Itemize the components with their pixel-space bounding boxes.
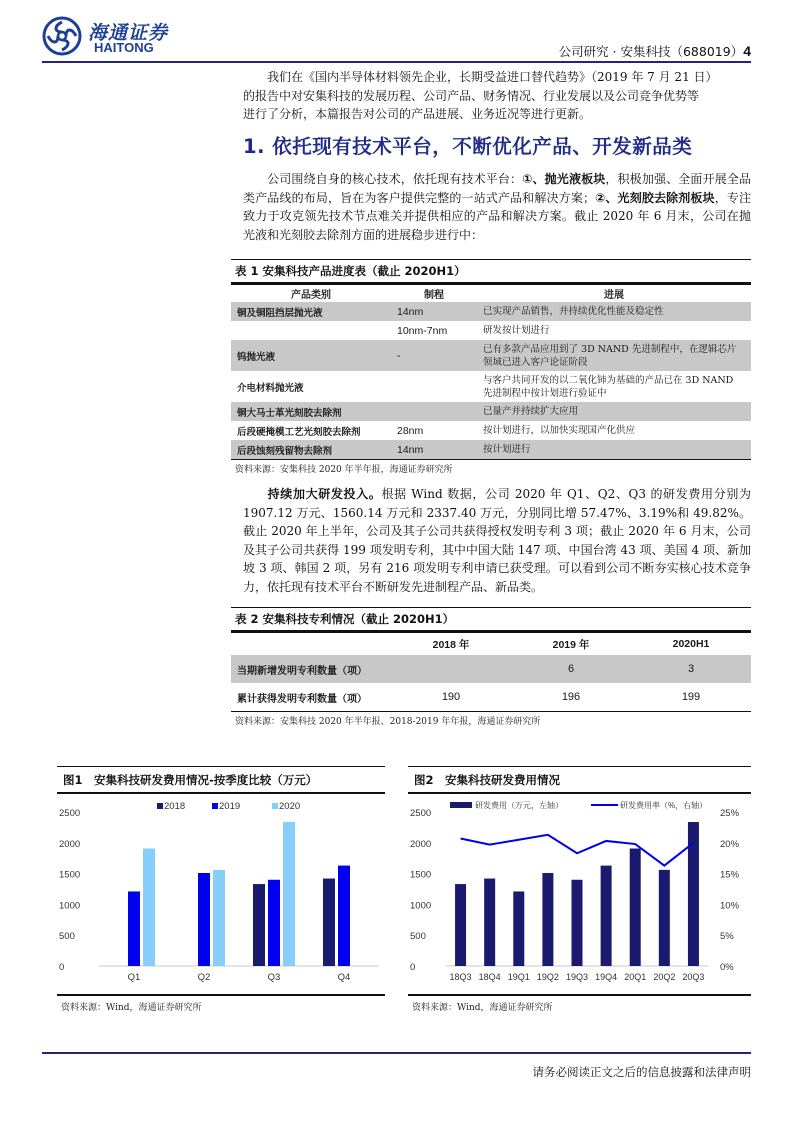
y-tick-label: 500 [59, 931, 75, 943]
x-tick-label: 19Q3 [565, 972, 589, 982]
bar-2019-Q2 [198, 873, 210, 966]
figure1 [57, 766, 385, 1013]
haitong-logo-icon [42, 16, 82, 56]
table-row [231, 402, 751, 421]
table1-header-process: 制程 [424, 290, 444, 301]
x-tick-label: Q2 [197, 972, 211, 983]
table1-cell-process: 28nm [397, 424, 424, 437]
table-row [231, 421, 751, 440]
figure2-title: 图2 安集科技研发费用情况 [414, 773, 561, 787]
bar-2018-Q4 [323, 879, 335, 966]
x-tick-label: 19Q4 [595, 972, 618, 982]
bar-18Q4 [484, 879, 495, 966]
y-tick-label: 1000 [59, 900, 81, 912]
table1-header-category: 产品类别 [291, 290, 331, 301]
intro-paragraph [243, 68, 751, 124]
x-tick-label: 19Q1 [507, 972, 530, 982]
table2-header-blank [231, 633, 391, 655]
y-left-tick-label: 500 [410, 931, 426, 943]
bar-2019-Q1 [128, 891, 140, 966]
table2-header-2018: 2018 年 [432, 638, 470, 651]
table1-cell-process [391, 402, 477, 421]
section1-text-a: 公司围绕自身的核心技术，依托现有技术平台： [267, 172, 523, 186]
x-tick-label: Q4 [337, 972, 351, 983]
table1-cell-process: 14nm [391, 440, 477, 459]
table1-cell-category: 介电材料抛光液 [237, 382, 304, 394]
intro-line: 的报告中对安集科技的发展历程、公司产品、财务情况、行业发展以及公司竞争优势等 [243, 88, 700, 103]
x-tick-label: 20Q2 [653, 972, 676, 982]
x-tick-label: Q1 [127, 972, 141, 983]
table1-cell-progress: 已量产并持续扩大应用 [477, 402, 751, 421]
table-row [231, 440, 751, 459]
y-right-tick-label: 5% [720, 931, 734, 943]
table2-header-row [231, 633, 751, 655]
table1-header-progress: 进展 [604, 290, 624, 301]
table1-source: 资料来源：安集科技 2020 年半年报，海通证券研究所 [235, 465, 453, 475]
table2-container [231, 607, 751, 727]
table2-title: 表 2 安集科技专利情况（截止 2020H1） [235, 612, 455, 626]
table1-cell-progress: 已有多款产品应用到了 3D NAND 先进制程中，在逻辑芯片领域已进入客户论证阶段 [477, 340, 751, 371]
report-header [559, 42, 751, 60]
y-tick-label: 2000 [59, 838, 81, 850]
intro-line [243, 68, 751, 87]
table1-cell-process: 14nm [391, 302, 477, 321]
table2-source: 资料来源：安集科技 2020 年半年报、2018-2019 年年报，海通证券研究所 [235, 717, 541, 727]
table1-cell-category: 钨抛光液 [231, 340, 391, 371]
table2-header-2019: 2019 年 [552, 638, 590, 651]
legend-swatch-2019 [212, 803, 218, 809]
table-row [231, 321, 751, 340]
bar-19Q3 [572, 880, 583, 966]
legend-label: 2020 [279, 801, 301, 812]
x-tick-label: Q3 [267, 972, 281, 983]
bar-18Q3 [455, 884, 466, 966]
figure1-source: 资料来源：Wind，海通证券研究所 [61, 1003, 202, 1013]
table2-header-2020h1: 2020H1 [672, 638, 710, 650]
header-divider [42, 61, 751, 63]
y-right-tick-label: 0% [720, 962, 734, 973]
section1-text-b: ，积极加强、全面开展全品类产品线的布局，旨在为客户提供完整的一站式产品和解决方案； [243, 172, 751, 205]
logo-english-name: HAITONG [94, 40, 154, 55]
figure2-bottom-rule [408, 994, 751, 996]
legend-label-bar: 研发费用（万元，左轴） [475, 801, 563, 810]
page-number: 4 [743, 43, 751, 59]
bar-2020-Q2 [213, 870, 225, 966]
table2-cell: 199 [681, 691, 701, 703]
bar-2019-Q4 [338, 866, 350, 966]
bar-2018-Q3 [253, 884, 265, 966]
table1-cell-process: 10nm-7nm [397, 324, 448, 337]
y-tick-label: 1500 [59, 869, 81, 881]
table1-cell-progress: 按计划进行，以加快实现国产化供应 [483, 425, 636, 436]
y-tick-label: 2500 [59, 808, 81, 819]
table2-cell [391, 655, 511, 683]
legend-label: 2019 [219, 801, 241, 812]
table2-cell: 6 [511, 655, 631, 683]
table1-cell-progress: 已实现产品销售，并持续优化性能及稳定性 [477, 302, 751, 321]
x-tick-label: 20Q1 [624, 972, 647, 982]
section-heading: 1. 依托现有技术平台，不断优化产品、开发新品类 [243, 135, 693, 158]
rd-ratio-line [461, 835, 694, 866]
legend-swatch-2018 [157, 803, 163, 809]
legend-label: 2018 [164, 801, 186, 812]
figure2-source: 资料来源：Wind，海通证券研究所 [412, 1003, 553, 1013]
bar-2020-Q1 [143, 849, 155, 966]
table1-cell-process [391, 371, 477, 402]
haitong-logo [42, 16, 192, 60]
y-tick-label: 0 [59, 962, 65, 973]
bar-2020-Q3 [283, 822, 295, 966]
bar-2019-Q3 [268, 880, 280, 966]
legend-swatch-2020 [272, 803, 278, 809]
bar-20Q2 [659, 870, 670, 966]
table-row [231, 302, 751, 321]
table1-cell-category: 铜大马士革光刻胶去除剂 [231, 402, 391, 421]
section1-text-c: ，专注致力于攻克领先技术节点难关并提供相应的产品和解决方案。截止 2020 年 6 月末，公司在抛光液和光刻胶去除剂方面的进展稳步进行中： [243, 190, 751, 242]
table2-row-label: 累计获得发明专利数量（项） [237, 693, 367, 705]
intro-line-1: 我们在《国内半导体材料领先企业，长期受益进口替代趋势》（2019 年 7 月 21 日） [267, 70, 718, 84]
logo-chinese-name: 海通证券 [88, 22, 169, 44]
x-tick-label: 18Q4 [478, 972, 501, 982]
table1-cell-category: 铜及铜阻挡层抛光液 [231, 302, 391, 321]
table1-cell-category [231, 321, 391, 340]
table1 [231, 285, 751, 459]
table-row [231, 655, 751, 683]
section1-bold-b: ②、光刻胶去除剂板块 [594, 190, 715, 205]
figure2 [408, 766, 751, 1013]
y-left-tick-label: 1500 [410, 869, 432, 881]
table2-cell: 196 [561, 691, 581, 703]
intro-line: 进行了分析，本篇报告对公司的产品进展、业务近况等进行更新。 [243, 107, 592, 121]
table1-cell-progress: 按计划进行 [477, 440, 751, 459]
bar-20Q1 [630, 849, 641, 966]
table1-cell-process: - [391, 340, 477, 371]
y-left-tick-label: 0 [410, 962, 416, 973]
figure2-combo-chart [408, 794, 751, 994]
table2-row-label: 当期新增发明专利数量（项） [231, 655, 391, 683]
report-label: 公司研究 · 安集科技（688019） [558, 44, 744, 59]
table-row [231, 371, 751, 402]
y-right-tick-label: 15% [720, 869, 740, 881]
table1-cell-progress: 研发按计划进行 [483, 325, 550, 336]
footer-divider [42, 1052, 751, 1054]
y-right-tick-label: 10% [720, 900, 740, 912]
y-right-tick-label: 25% [720, 808, 740, 819]
section1-paragraph [243, 170, 751, 244]
table1-cell-category: 后段蚀刻残留物去除剂 [231, 440, 391, 459]
table1-title: 表 1 安集科技产品进度表（截止 2020H1） [235, 264, 466, 278]
y-left-tick-label: 2500 [410, 808, 432, 819]
table-row [231, 683, 751, 711]
table2-cell: 190 [441, 691, 461, 703]
bar-19Q2 [542, 873, 553, 966]
figure1-bottom-rule [57, 994, 385, 996]
table1-header-row [231, 285, 751, 302]
table-row [231, 340, 751, 371]
bar-19Q4 [601, 866, 612, 966]
y-right-tick-label: 20% [720, 838, 740, 850]
table1-cell-category: 后段硬掩模工艺光刻胶去除剂 [237, 426, 361, 438]
bar-19Q1 [513, 891, 524, 966]
y-left-tick-label: 2000 [410, 838, 432, 850]
rd-bold-lead: 持续加大研发投入。 [267, 487, 382, 501]
table2 [231, 633, 751, 711]
table1-cell-progress: 与客户共同开发的以二氧化铈为基础的产品已在 3D NAND 先进制程中按计划进行验证中 [483, 374, 734, 399]
figure1-title: 图1 安集科技研发费用情况-按季度比较（万元） [63, 773, 318, 787]
x-tick-label: 18Q3 [449, 972, 472, 982]
x-tick-label: 20Q3 [682, 972, 705, 982]
legend-swatch-bar [450, 802, 472, 808]
y-left-tick-label: 1000 [410, 900, 432, 912]
footer-disclaimer: 请务必阅读正文之后的信息披露和法律声明 [532, 1065, 751, 1079]
section1-bold-a: ①、抛光液板块 [522, 172, 606, 186]
rd-paragraph [243, 485, 751, 596]
table1-container [231, 259, 751, 475]
figure1-bar-chart [57, 794, 385, 994]
rd-text: 根据 Wind 数据，公司 2020 年 Q1、Q2、Q3 的研发费用分别为 1907.12 万元、1560.14 万元和 2337.40 万元，分别同比增 57.47%、3.19%和 49.82%。截止 2020 年上半年，公司及其子公司共获得授权发明专利 3 项；截止 2020 年 6 月末，公司及其子公司共获得 199 项发明专利，其中中国大陆 147 项、中国台湾 43 项、美国 4 项、新加坡 3 项、韩国 2 项，另有 216 项发明专利申请已获受理。可以看到公司不断夯实核心技术竞争力，依托现有技术平台不断研发先进制程产品、新品类。 [243, 487, 751, 594]
table2-cell: 3 [631, 655, 751, 683]
legend-label-line: 研发费用率（%，右轴） [620, 801, 708, 810]
x-tick-label: 19Q2 [536, 972, 559, 982]
